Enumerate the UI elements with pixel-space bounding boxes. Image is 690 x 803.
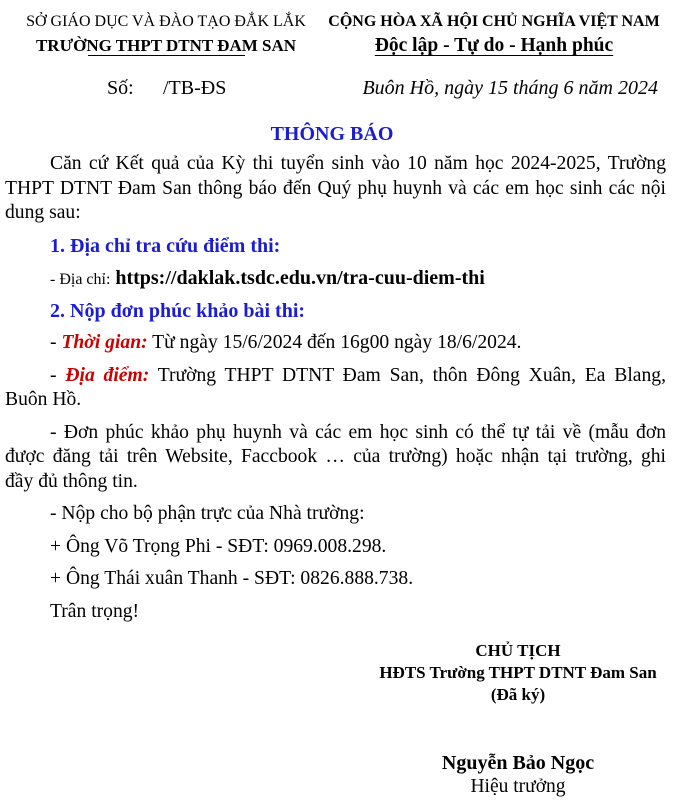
signer-name: Nguyễn Bảo Ngọc xyxy=(441,752,595,774)
form-note-line: được đăng tải trên Website, Faccbook … của trường) hoặc nhận tại trường, ghi xyxy=(5,446,666,467)
intro-line: Căn cứ Kết quả của Kỳ thi tuyển sinh vào 10 năm học 2024-2025, Trường xyxy=(50,153,666,174)
address-label: - Địa chỉ: xyxy=(50,271,111,288)
appeal-time-label: Thời gian: xyxy=(61,332,148,353)
appeal-time-line xyxy=(5,331,666,356)
national-header xyxy=(324,10,664,58)
document-title: THÔNG BÁO xyxy=(270,123,394,145)
document-number-suffix: /TB-ĐS xyxy=(163,77,227,99)
section-2-heading: 2. Nộp đơn phúc khảo bài thi: xyxy=(50,299,306,322)
signer-council: HĐTS Trường THPT DTNT Đam San xyxy=(379,663,657,682)
appeal-place-line: Buôn Hồ. xyxy=(5,389,82,410)
place-and-date: Buôn Hồ, ngày 15 tháng 6 năm 2024 xyxy=(362,77,658,99)
submit-to-line: - Nộp cho bộ phận trực của Nhà trường: xyxy=(50,503,365,524)
form-note-line: đầy đủ thông tin. xyxy=(5,470,138,492)
country-name: CỘNG HÒA XÃ HỘI CHỦ NGHĨA VIỆT NAM xyxy=(328,13,660,30)
lookup-address-line xyxy=(5,266,666,291)
intro-line: THPT DTNT Đam San thông báo đến Quý phụ huynh và các em học sinh các nội xyxy=(5,177,666,199)
appeal-place-line xyxy=(5,364,666,389)
department-name: SỞ GIÁO DỤC VÀ ĐÀO TẠO ĐẮK LẮK xyxy=(26,13,306,30)
school-name: TRƯỜNG THPT DTNT ĐAM SAN xyxy=(35,36,297,55)
document-number-label: Số: xyxy=(107,77,134,99)
appeal-place-text: Trường THPT DTNT Đam San, thôn Đông Xuân, Ea Blang, xyxy=(157,364,666,386)
form-note-paragraph xyxy=(5,421,666,495)
contact-line: + Ông Võ Trọng Phi - SĐT: 0969.008.298. xyxy=(50,535,387,557)
bullet-dash: - xyxy=(50,332,57,353)
form-note-line: - Đơn phúc khảo phụ huynh và các em học sinh có thể tự tải về (mẫu đơn xyxy=(50,421,666,443)
section-1-heading: 1. Địa chỉ tra cứu điểm thi: xyxy=(50,234,281,257)
intro-paragraph xyxy=(5,152,666,226)
appeal-time-text: Từ ngày 15/6/2024 đến 16g00 ngày 18/6/2024. xyxy=(152,332,522,353)
reference-row xyxy=(0,76,690,100)
lookup-url: https://daklak.tsdc.edu.vn/tra-cuu-diem-thi xyxy=(115,267,485,289)
notice-body xyxy=(5,152,666,624)
contact-line: + Ông Thái xuân Thanh - SĐT: 0826.888.738. xyxy=(50,568,414,589)
national-motto: Độc lập - Tự do - Hạnh phúc xyxy=(374,35,614,56)
signer-role: CHỦ TỊCH xyxy=(475,641,561,660)
signature-block xyxy=(360,640,676,799)
closing-line: Trân trọng! xyxy=(50,600,140,622)
intro-line: dung sau: xyxy=(5,202,81,223)
signer-title: Hiệu trưởng xyxy=(470,776,566,797)
bullet-dash: - xyxy=(50,364,57,386)
school-name-underline xyxy=(88,55,245,56)
issuer-header xyxy=(1,10,331,58)
appeal-place-label: Địa điểm: xyxy=(65,364,150,386)
appeal-place-paragraph xyxy=(5,364,666,413)
signed-status: (Đã ký) xyxy=(490,685,546,704)
motto-line xyxy=(324,34,664,58)
